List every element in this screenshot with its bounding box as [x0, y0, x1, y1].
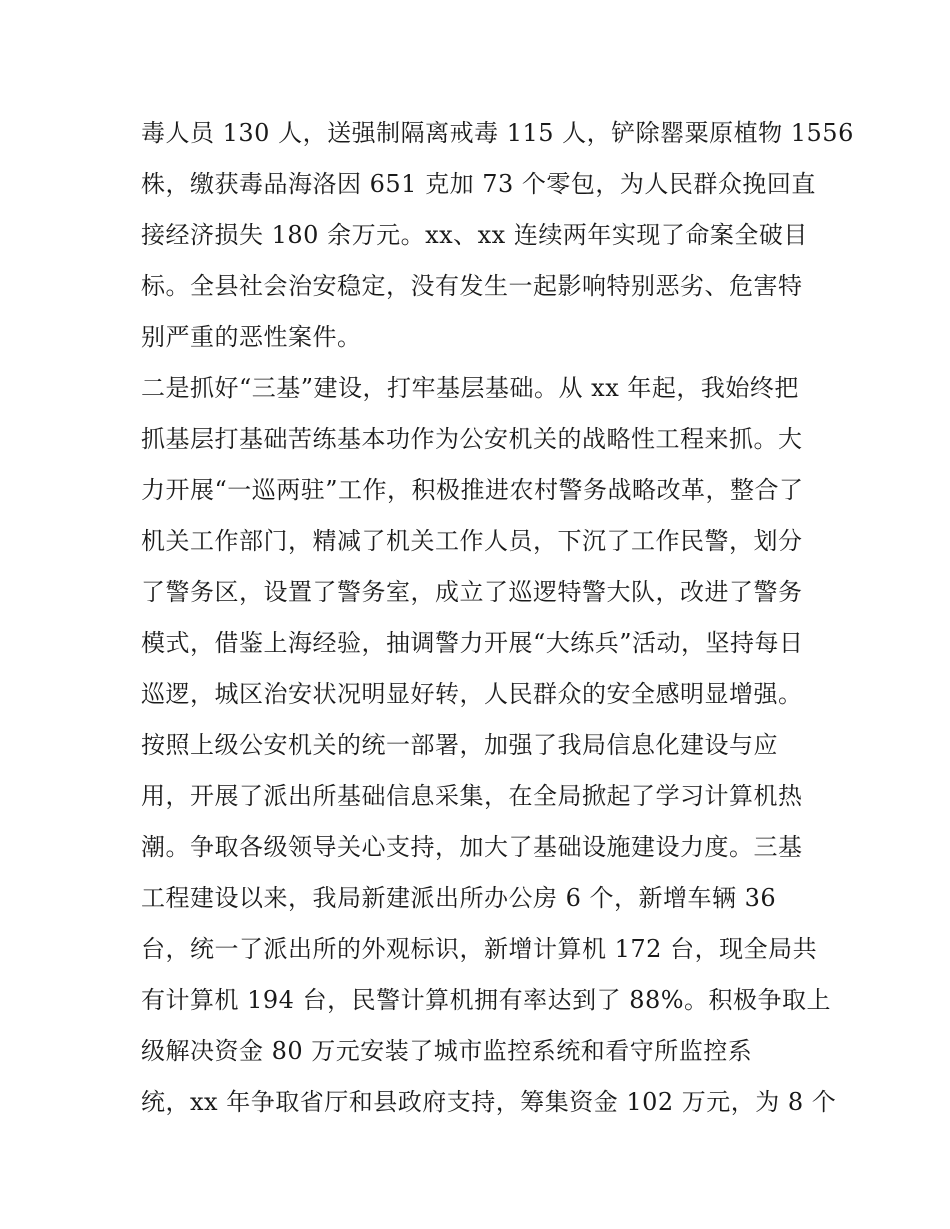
text-line: 工程建设以来，我局新建派出所办公房 6 个，新增车辆 36	[141, 884, 777, 912]
text-line: 潮。争取各级领导关心支持，加大了基础设施建设力度。三基	[141, 833, 803, 861]
text-line: 毒人员 130 人，送强制隔离戒毒 115 人，铲除罂粟原植物 1556	[141, 119, 854, 147]
text-line: 模式，借鉴上海经验，抽调警力开展“大练兵”活动，坚持每日	[141, 629, 804, 657]
text-line: 二是抓好“三基”建设，打牢基层基础。从 xx 年起，我始终把	[141, 374, 799, 402]
text-line: 用，开展了派出所基础信息采集，在全局掀起了学习计算机热	[141, 782, 803, 810]
text-line: 标。全县社会治安稳定，没有发生一起影响特别恶劣、危害特	[141, 272, 803, 300]
text-line: 机关工作部门，精减了机关工作人员，下沉了工作民警，划分	[141, 527, 803, 555]
text-line: 别严重的恶性案件。	[141, 323, 362, 351]
text-line: 抓基层打基础苦练基本功作为公安机关的战略性工程来抓。大	[141, 425, 803, 453]
text-line: 了警务区，设置了警务室，成立了巡逻特警大队，改进了警务	[141, 578, 803, 606]
text-line: 力开展“一巡两驻”工作，积极推进农村警务战略改革，整合了	[141, 476, 804, 504]
text-line: 台，统一了派出所的外观标识，新增计算机 172 台，现全局共	[141, 935, 818, 963]
text-line: 按照上级公安机关的统一部署，加强了我局信息化建设与应	[141, 731, 778, 759]
body-text	[141, 108, 854, 1128]
text-line: 有计算机 194 台，民警计算机拥有率达到了 88%。积极争取上	[141, 986, 832, 1014]
text-line: 级解决资金 80 万元安装了城市监控系统和看守所监控系	[141, 1037, 753, 1065]
text-line: 接经济损失 180 余万元。xx、xx 连续两年实现了命案全破目	[141, 221, 808, 249]
text-line: 株，缴获毒品海洛因 651 克加 73 个零包，为人民群众挽回直	[141, 170, 816, 198]
text-line: 巡逻，城区治安状况明显好转，人民群众的安全感明显增强。	[141, 680, 803, 708]
text-line: 统，xx 年争取省厅和县政府支持，筹集资金 102 万元，为 8 个	[141, 1088, 837, 1116]
